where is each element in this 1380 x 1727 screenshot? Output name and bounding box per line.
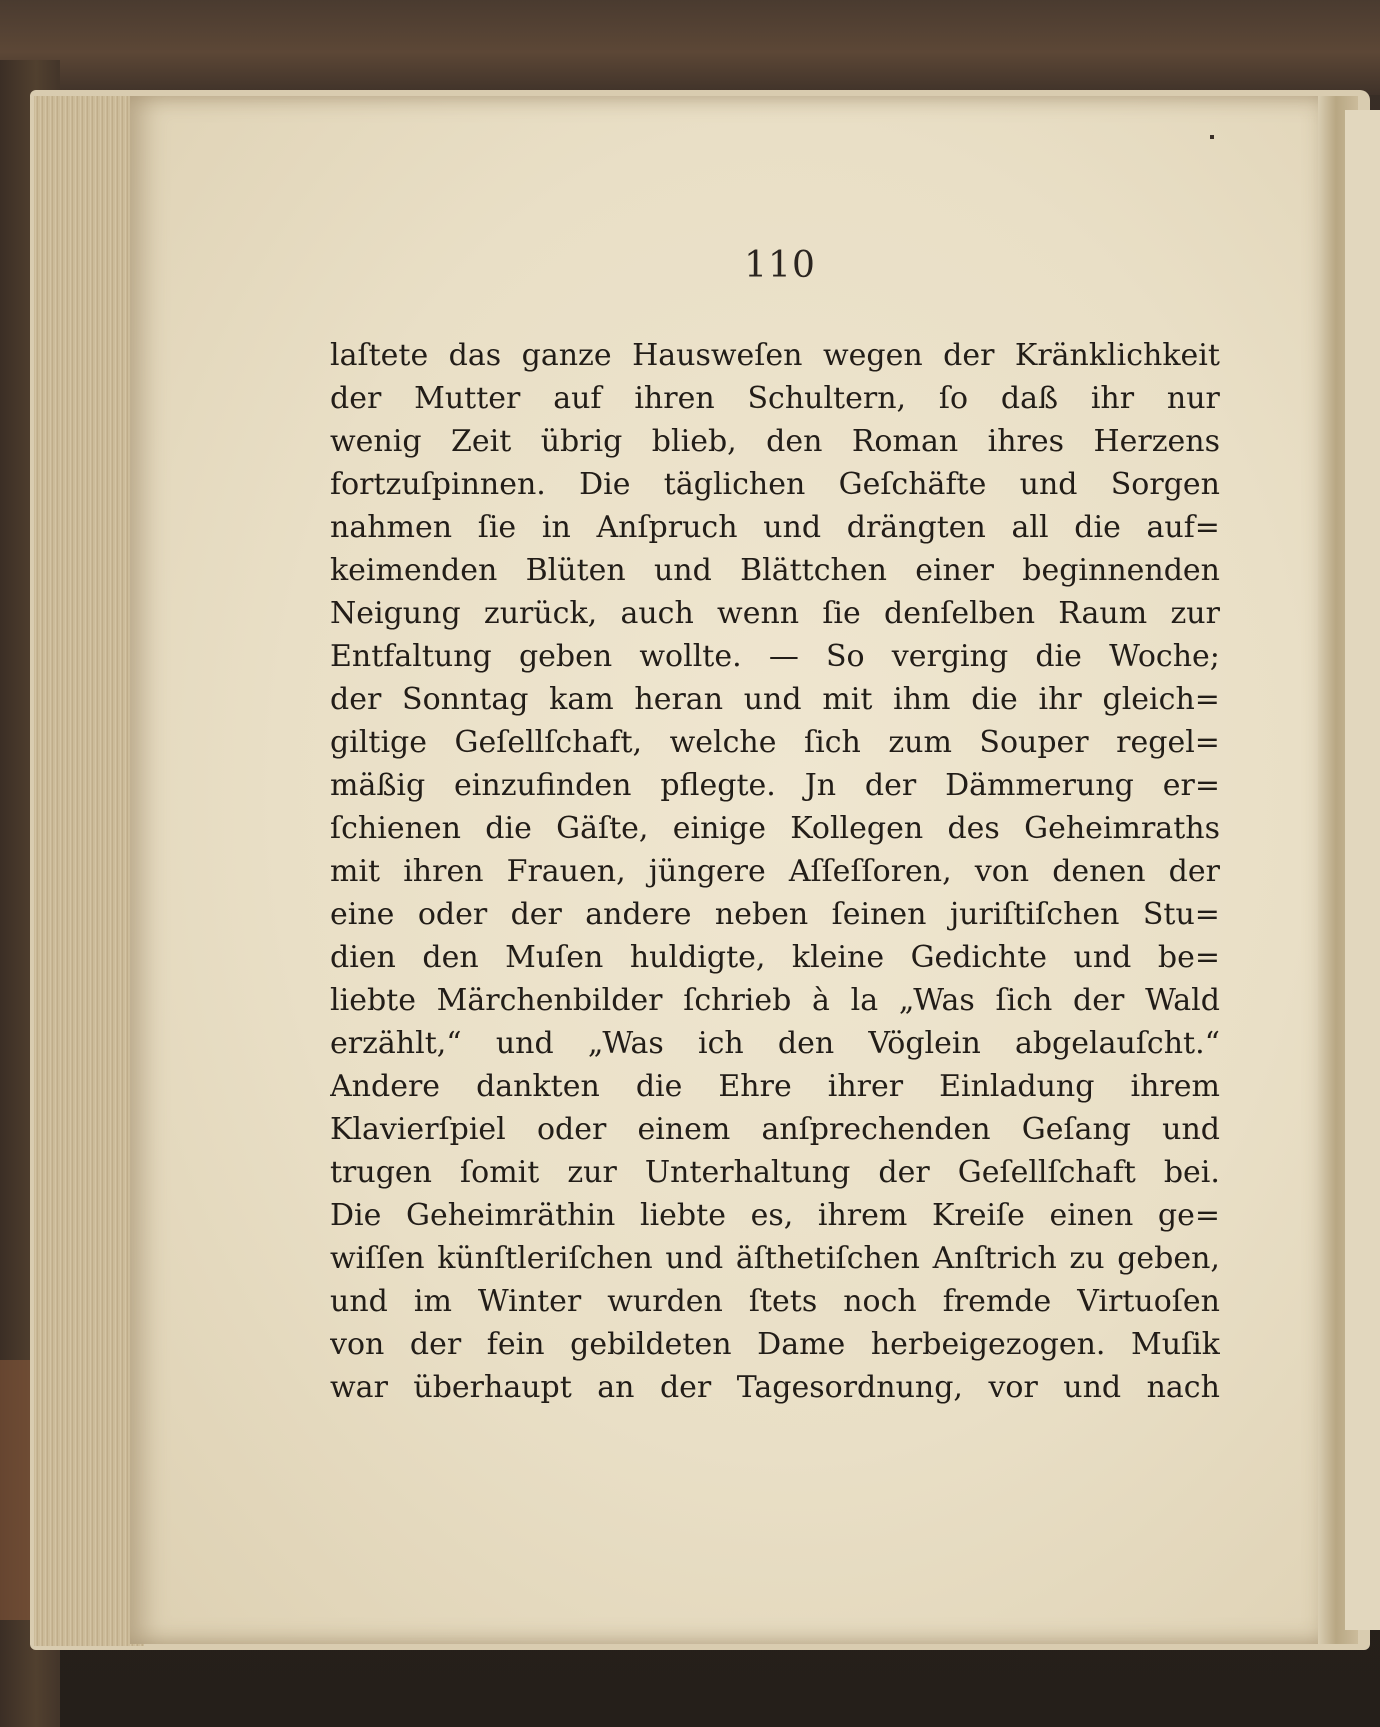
word: ihrem [1130, 1069, 1220, 1104]
word: Sorgen [1110, 467, 1220, 502]
word: ich [698, 1026, 744, 1061]
word: Ehre [718, 1069, 792, 1104]
word: der [330, 682, 382, 717]
word: zur [1170, 596, 1220, 631]
word: ſich [995, 983, 1053, 1018]
word: mit [330, 854, 381, 889]
word: gleich= [1102, 682, 1220, 717]
word: ſchrieb [683, 983, 792, 1018]
word: drängten [846, 510, 986, 545]
word: den [777, 1026, 835, 1061]
word: täglichen [663, 467, 806, 502]
word: zum [888, 725, 952, 760]
word: neben [714, 897, 809, 932]
word: ihm [893, 682, 951, 717]
word: Kränklichkeit [1014, 338, 1220, 373]
word: Schultern, [747, 381, 907, 416]
word: Entfaltung [330, 639, 492, 674]
word: à [812, 983, 830, 1018]
word: wurden [607, 1284, 723, 1319]
word: ſomit [460, 1155, 540, 1190]
word: der [330, 381, 382, 416]
word: Einladung [939, 1069, 1095, 1104]
text-line [330, 768, 1220, 811]
word: an [597, 1370, 635, 1405]
word: Neigung [330, 596, 461, 631]
word: daß [1000, 381, 1059, 416]
word: heran [634, 682, 724, 717]
page-number: 110 [744, 245, 816, 286]
word: ge= [1157, 1198, 1220, 1233]
word: „Was [898, 983, 975, 1018]
word: dankten [476, 1069, 600, 1104]
word: trugen [330, 1155, 432, 1190]
text-line [330, 897, 1220, 940]
word: auch [620, 596, 694, 631]
word: Unterhaltung [644, 1155, 851, 1190]
text-line [330, 1155, 1220, 1198]
word: Blättchen [740, 553, 887, 588]
word: Geſchäfte [838, 467, 987, 502]
word: übrig [540, 424, 623, 459]
word: fremde [942, 1284, 1052, 1319]
word: ihren [634, 381, 715, 416]
word: abgelauſcht.“ [1014, 1026, 1220, 1061]
word: einige [672, 811, 766, 846]
word: Roman [851, 424, 959, 459]
text-line [330, 596, 1220, 639]
word: be= [1157, 940, 1220, 975]
word: giltige [330, 725, 428, 760]
word: Virtuoſen [1077, 1284, 1220, 1319]
word: andere [585, 897, 692, 932]
word: zu [1069, 1241, 1105, 1276]
word: Kollegen [790, 811, 924, 846]
word: verging [891, 639, 1009, 674]
word: regel= [1116, 725, 1220, 760]
word: ſtets [748, 1284, 818, 1319]
word: wegen [822, 338, 923, 373]
word: Jn [804, 768, 837, 803]
word: pflegte. [660, 768, 776, 803]
word: Die [330, 1198, 382, 1233]
word: künſtleriſchen [437, 1241, 653, 1276]
word: war [330, 1370, 388, 1405]
word: Geſang [1021, 1112, 1131, 1147]
book-cover-top [0, 0, 1380, 95]
word: ſo [938, 381, 969, 416]
word: Tagesordnung, [736, 1370, 963, 1405]
word: des [947, 811, 1000, 846]
word: huldigte, [629, 940, 766, 975]
word: einer [915, 553, 994, 588]
word: Winter [477, 1284, 582, 1319]
word: Herzens [1093, 424, 1220, 459]
word: bei. [1163, 1155, 1220, 1190]
text-line [330, 381, 1220, 424]
word: wenn [717, 596, 800, 631]
word: oder [417, 897, 488, 932]
word: von [330, 1327, 385, 1362]
word: kam [549, 682, 614, 717]
word: wiſſen [330, 1241, 425, 1276]
ink-speck [1210, 135, 1214, 139]
word: ihrem [817, 1198, 908, 1233]
word: und [743, 682, 802, 717]
word: geben, [1117, 1241, 1220, 1276]
text-line [330, 1284, 1220, 1327]
word: die [635, 1069, 683, 1104]
word: geben [518, 639, 613, 674]
word: der [1073, 983, 1125, 1018]
word: Muſen [505, 940, 604, 975]
word: der [510, 897, 562, 932]
word: Geheimraths [1024, 811, 1220, 846]
word: ſie [822, 596, 861, 631]
word: der [878, 1155, 930, 1190]
word: keimenden [330, 553, 498, 588]
word: den [766, 424, 823, 459]
text-line [330, 1069, 1220, 1112]
word: — [768, 639, 799, 674]
word: und [1063, 1370, 1122, 1405]
word: der [943, 338, 995, 373]
word: in [541, 510, 571, 545]
word: nach [1146, 1370, 1220, 1405]
word: Souper [979, 725, 1089, 760]
text-line [330, 1026, 1220, 1069]
word: ſie [477, 510, 517, 545]
word: das [448, 338, 502, 373]
word: Geheimräthin [406, 1198, 616, 1233]
word: Raum [1058, 596, 1148, 631]
word: fein [486, 1327, 545, 1362]
word: la [850, 983, 879, 1018]
word: Stu= [1142, 897, 1220, 932]
word: ſich [804, 725, 861, 760]
word: nur [1166, 381, 1220, 416]
word: einzufinden [454, 768, 632, 803]
page-edges [34, 96, 144, 1646]
word: „Was [587, 1026, 664, 1061]
word: einen [1049, 1198, 1134, 1233]
text-line [330, 338, 1220, 381]
word: denſelben [884, 596, 1036, 631]
word: und [653, 553, 712, 588]
text-line [330, 983, 1220, 1026]
word: denen [1052, 854, 1146, 889]
facing-page-edge [1345, 110, 1380, 1630]
word: ihren [403, 854, 484, 889]
word: Dame [757, 1327, 846, 1362]
word: überhaupt [413, 1370, 572, 1405]
text-line [330, 811, 1220, 854]
word: auf [553, 381, 602, 416]
word: gebildeten [570, 1327, 732, 1362]
word: liebte [639, 1198, 726, 1233]
word: und [763, 510, 822, 545]
word: Muſik [1131, 1327, 1220, 1362]
text-line [330, 510, 1220, 553]
word: ihr [1038, 682, 1082, 717]
word: beginnenden [1022, 553, 1220, 588]
word: blieb, [651, 424, 737, 459]
word: ſchienen [330, 811, 461, 846]
text-line [330, 682, 1220, 725]
word: ſeinen [831, 897, 927, 932]
word: Hausweſen [632, 338, 803, 373]
text-line [330, 1112, 1220, 1155]
word: jüngere [648, 854, 766, 889]
word: auf= [1146, 510, 1220, 545]
word: der [659, 1370, 712, 1405]
word: eine [330, 897, 395, 932]
word: mit [822, 682, 873, 717]
word: und [1162, 1112, 1220, 1147]
word: Gedichte [910, 940, 1048, 975]
word: er= [1162, 768, 1220, 803]
word: Gäſte, [556, 811, 649, 846]
text-line [330, 725, 1220, 768]
word: laſtete [330, 338, 429, 373]
word: ihrer [827, 1069, 904, 1104]
word: mäßig [330, 768, 426, 803]
word: den [422, 940, 479, 975]
word: Vöglein [868, 1026, 981, 1061]
word: Geſellſchaft [957, 1155, 1136, 1190]
word: ihr [1090, 381, 1135, 416]
word: Anſtrich [932, 1241, 1057, 1276]
word: vor [988, 1370, 1038, 1405]
word: Kreiſe [931, 1198, 1025, 1233]
text-line [330, 467, 1220, 510]
text-line [330, 940, 1220, 983]
text-line [330, 1327, 1220, 1370]
word: So [825, 639, 865, 674]
word: ganze [521, 338, 612, 373]
word: wenig [330, 424, 422, 459]
word: und [1073, 940, 1132, 975]
text-line [330, 854, 1220, 897]
word: und [330, 1284, 388, 1319]
word: der [1168, 854, 1220, 889]
word: Frauen, [506, 854, 626, 889]
word: Die [579, 467, 631, 502]
word: herbeigezogen. [870, 1327, 1106, 1362]
word: dien [330, 940, 396, 975]
word: Klavierſpiel [330, 1112, 506, 1147]
text-line [330, 424, 1220, 467]
word: und [665, 1241, 724, 1276]
word: Zeit [451, 424, 512, 459]
word: von [974, 854, 1030, 889]
word: Wald [1145, 983, 1220, 1018]
word: erzählt,“ [330, 1026, 462, 1061]
word: welche [669, 725, 777, 760]
word: oder [536, 1112, 607, 1147]
word: juriſtiſchen [949, 897, 1120, 932]
word: der [864, 768, 917, 803]
text-line [330, 1198, 1220, 1241]
word: und [495, 1026, 554, 1061]
word: der [409, 1327, 462, 1362]
word: zur [567, 1155, 617, 1190]
word: Anſpruch [596, 510, 738, 545]
word: Dämmerung [945, 768, 1134, 803]
word: Sonntag [402, 682, 529, 717]
word: Aſſeſſoren, [788, 854, 952, 889]
text-line [330, 1370, 1220, 1413]
body-text [330, 338, 1220, 1413]
word: liebte [330, 983, 416, 1018]
text-line [330, 639, 1220, 682]
text-line [330, 1241, 1220, 1284]
word: die [1074, 510, 1121, 545]
word: Mutter [414, 381, 521, 416]
word: ihres [987, 424, 1064, 459]
word: Blüten [525, 553, 626, 588]
word: einem [637, 1112, 731, 1147]
word: und [1019, 467, 1078, 502]
word: im [413, 1284, 452, 1319]
word: die [485, 811, 532, 846]
word: Andere [330, 1069, 441, 1104]
word: wollte. [639, 639, 742, 674]
word: nahmen [330, 510, 453, 545]
word: Woche; [1109, 639, 1220, 674]
word: die [971, 682, 1018, 717]
word: all [1011, 510, 1049, 545]
word: fortzuſpinnen. [330, 467, 546, 502]
word: noch [843, 1284, 917, 1319]
word: die [1035, 639, 1082, 674]
word: kleine [791, 940, 885, 975]
word: äſthetiſchen [735, 1241, 920, 1276]
text-line [330, 553, 1220, 596]
word: es, [750, 1198, 794, 1233]
word: anſprechenden [761, 1112, 991, 1147]
word: zurück, [483, 596, 598, 631]
word: Märchenbilder [436, 983, 663, 1018]
word: Geſellſchaft, [454, 725, 643, 760]
